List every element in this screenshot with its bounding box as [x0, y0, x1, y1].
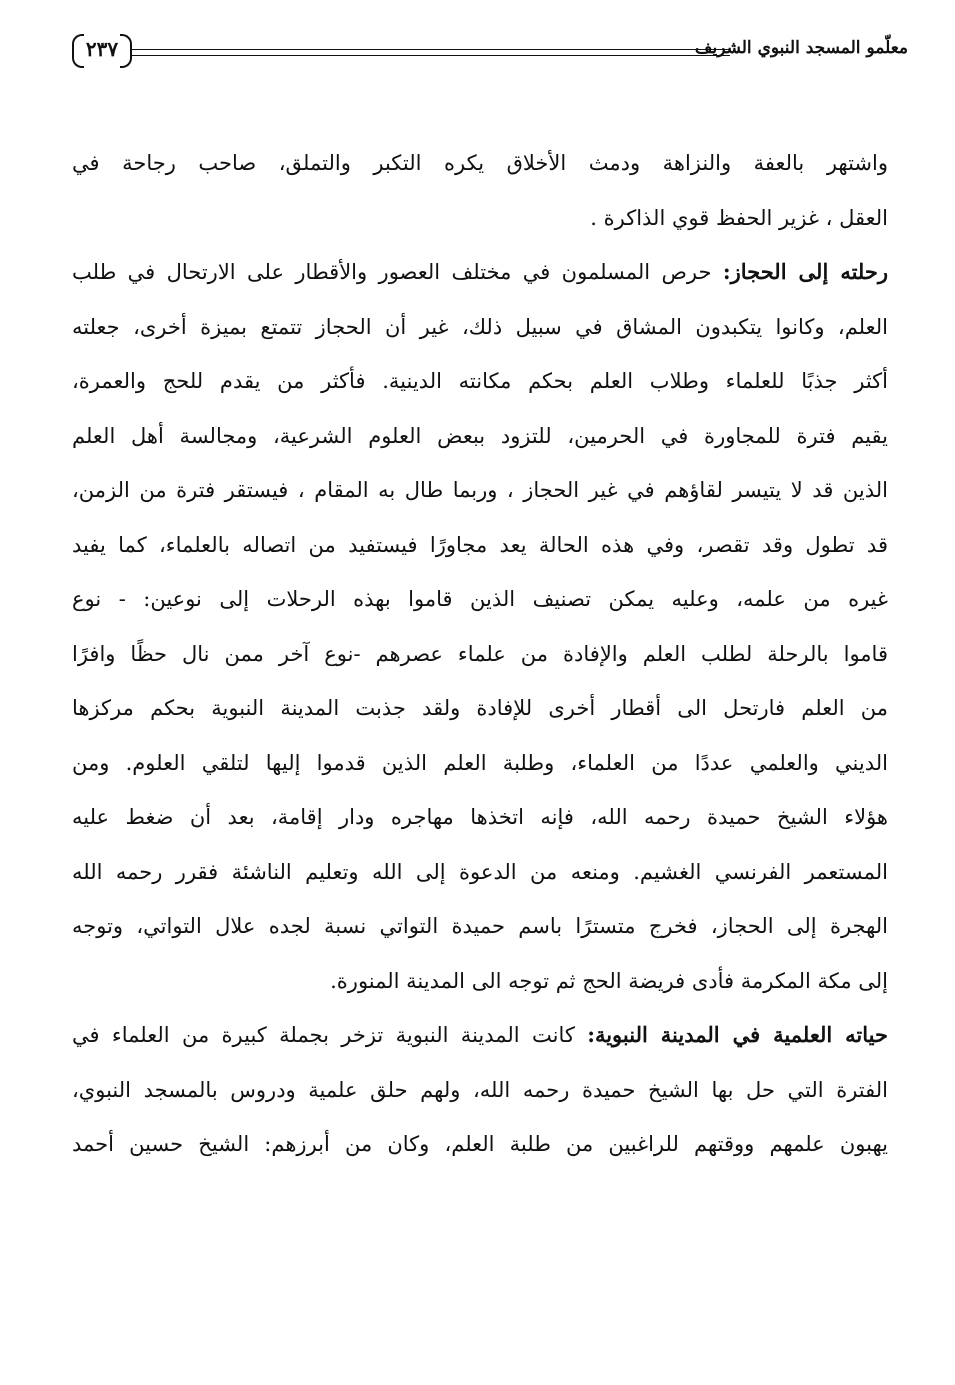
line-text: يقيم فترة للمجاورة في الحرمين، للتزود ببعض العلوم الشرعية، ومجالسة أهل العلم	[72, 423, 888, 448]
line-text: كانت المدينة النبوية تزخر بجملة كبيرة من العلماء في	[72, 1023, 588, 1047]
section-heading: رحلته إلى الحجاز:	[722, 259, 888, 284]
body-text	[72, 136, 888, 1172]
text-line	[72, 463, 888, 518]
text-line	[72, 354, 888, 409]
text-line	[72, 191, 888, 246]
text-line	[72, 899, 888, 954]
text-line	[72, 1063, 888, 1118]
text-line	[72, 245, 888, 300]
line-text: العلم، وكانوا يتكبدون المشاق في سبيل ذلك، غير أن الحجاز تتمتع بميزة أخرى، جعلته	[72, 314, 888, 339]
line-text: قد تطول وقد تقصر، وفي هذه الحالة يعد مجاورًا فيستفيد من اتصاله بالعلماء، كما يفيد	[72, 532, 888, 557]
text-line	[72, 627, 888, 682]
running-title: معلّمو المسجد النبوي الشريف	[694, 38, 908, 58]
text-line	[72, 1117, 888, 1172]
line-text: الفترة التي حل بها الشيخ حميدة رحمه الله، ولهم حلق علمية ودروس بالمسجد النبوي،	[72, 1077, 888, 1102]
line-text: قاموا بالرحلة لطلب العلم والإفادة من علماء عصرهم -نوع آخر ممن نال حظًا وافرًا	[72, 641, 888, 666]
line-text: الهجرة إلى الحجاز، فخرج متسترًا باسم حميدة التواتي نسبة لجده علال التواتي، وتوجه	[72, 914, 888, 938]
line-text: أكثر جذبًا للعلماء وطلاب العلم بحكم مكانته الدينية. فأكثر من يقدم للحج والعمرة،	[72, 369, 888, 393]
section-heading: حياته العلمية في المدينة النبوية:	[587, 1022, 888, 1047]
line-text: الديني والعلمي عددًا من العلماء، وطلبة العلم الذين قدموا إليها لتلقي العلوم. ومن	[72, 750, 888, 775]
text-line	[72, 518, 888, 573]
text-line	[72, 736, 888, 791]
text-line	[72, 409, 888, 464]
line-text: إلى مكة المكرمة فأدى فريضة الحج ثم توجه الى المدينة المنورة.	[330, 968, 888, 993]
text-line	[72, 790, 888, 845]
text-line	[72, 954, 888, 1009]
line-text: غيره من علمه، وعليه يمكن تصنيف الذين قاموا بهذه الرحلات إلى نوعين: - نوع	[72, 587, 888, 611]
text-line	[72, 136, 888, 191]
text-line	[72, 572, 888, 627]
page-number: ٢٣٧	[72, 30, 132, 68]
text-line	[72, 1008, 888, 1063]
line-text: العقل ، غزير الحفظ قوي الذاكرة .	[590, 205, 888, 230]
text-line	[72, 845, 888, 900]
line-text: واشتهر بالعفة والنزاهة ودمث الأخلاق يكره التكبر والتملق، صاحب رجاحة في	[72, 151, 888, 175]
line-text: هؤلاء الشيخ حميدة رحمه الله، فإنه اتخذها مهاجره ودار إقامة، بعد أن ضغط عليه	[72, 805, 888, 829]
text-line	[72, 681, 888, 736]
line-text: المستعمر الفرنسي الغشيم. ومنعه من الدعوة إلى الله وتعليم الناشئة فقرر رحمه الله	[72, 859, 888, 884]
line-text: الذين قد لا يتيسر لقاؤهم في غير الحجاز ، وربما طال به المقام ، فيستقر فترة من الزمن،	[72, 478, 888, 502]
page-header	[72, 30, 908, 76]
header-rule	[132, 49, 730, 56]
line-text: حرص المسلمون في مختلف العصور والأقطار على الارتحال في طلب	[72, 260, 723, 284]
text-line	[72, 300, 888, 355]
line-text: من العلم فارتحل الى أقطار أخرى للإفادة ولقد جذبت المدينة النبوية بحكم مركزها	[72, 696, 888, 720]
line-text: يهبون علمهم ووقتهم للراغبين من طلبة العلم، وكان من أبرزهم: الشيخ حسين أحمد	[72, 1132, 888, 1156]
